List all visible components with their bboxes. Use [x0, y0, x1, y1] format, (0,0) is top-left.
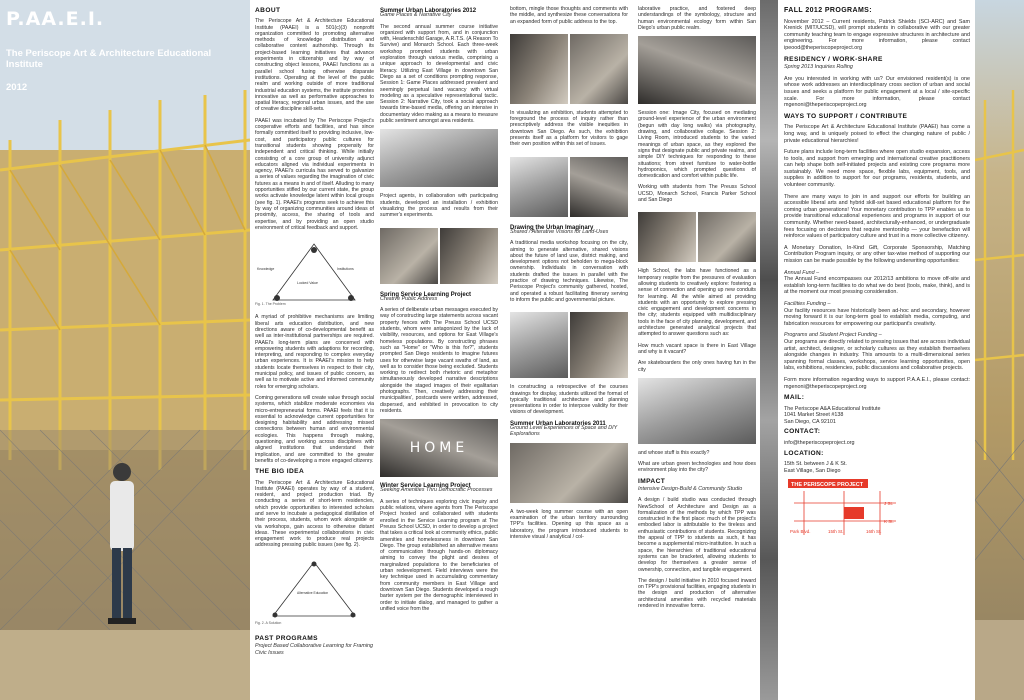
- residency-paragraph: Are you interested in working with us? Our envisioned resident(s) is one whose work addresses an interdisciplinary cross section of urban and social issues and seeks a platform for public engagement at a local / site-specific scale. For more information, please contact mgenoni@theperiscopeproject.org: [784, 75, 970, 109]
- about-paragraph-2: PAAEI was incubated by The Periscope Project's cooperative efforts and facilities, and has since formally committed itself to providing inclusive, low-cost, and participatory public cultures for transitional students showing propensity for independent and critical thinking. While initially consisting of a core group of university adjunct educators aligned via individual experiments in agency, PAAEI's curricula has served to galvanize a series of values regarding the imagination of civic futures as a means in and of itself. Alluding to many opportunities stifled by our current state, the group works activate knowledge latent within local groups (see fig. 1). PAAEI's programs seek to achieve this by way of organizing communities around ideas of proximity, access, the sharing of tools and expertise, and by providing an open studio environment of critical feedback and support.: [255, 117, 374, 231]
- drawing-photo-pair: [510, 308, 628, 384]
- location-line-1: 15th St. between J & K St.: [784, 461, 847, 468]
- brand-title: P.AA.E.I.: [6, 8, 105, 30]
- spring-service-paragraph: A series of deliberate urban messages executed by way of constructing large statements across vacant property fences with The Preuss School UCSD students, whom were antagonized by the lack of visibility, resources, and options for East Village's homeless populations. By constructing phrases such as "Home" or "Who is this for?", students prompted San Diego residents to imagine futures uses for otherwise large vacant swaths of land, as well as to consider those being excluded. Students working to redirect both rhetoric and metaphor simultaneously developed narrative descriptions alongside the staged images of their egalitarian photographs. Then, creatively addressing their municipalities', postcards were written, addressed, dispersed, and exhibited in provocation to city residents.: [380, 307, 498, 414]
- map-street-k: K St.: [884, 519, 894, 525]
- past-programs-heading: PAST PROGRAMS: [255, 635, 318, 643]
- hero-photo-panel: [0, 0, 250, 700]
- col4-paragraph-1: laborative practice, and fostered deep understandings of the symbology, structure and human environmental ecology form within San Diego's urban public realm.: [638, 6, 756, 31]
- brand-year: 2012: [6, 82, 28, 93]
- map-street-park: Park Blvd.: [790, 529, 811, 535]
- impact-paragraph-1: A design / build studio was conducted through NewSchool of Architecture and Design as a formalization of the methods by which TPP was constructed in the first place: much of the project's embodied labor is attributable to the tireless and enthusiastic contributions of students. Recognizing the appeal of TPP to students as such, it has become a supplemental micro-institution. In such a space, the hierarchies of traditional educational systems can be bracketed, allowing students to develop for themselves a greater sense of ownership, connection, and tangible engagement.: [638, 497, 756, 573]
- impact-heading: IMPACT: [638, 477, 666, 485]
- location-heading: LOCATION:: [784, 449, 824, 457]
- summer-2012-subheading: Game Places & Narrative City: [380, 12, 452, 19]
- problem-diagram: [255, 240, 373, 306]
- drawing-photo-left: [510, 312, 568, 378]
- skatepark-photo: [638, 378, 756, 444]
- image-city-photo: [638, 36, 756, 104]
- facilities-funding-paragraph: Our facility resources have historically been ad-hoc and secondary, however moving forward it is our long-term goal to establish media, computing, and fabrication resources for empowering our participant's creativity.: [784, 307, 970, 327]
- svg-text:Locked Value: Locked Value: [297, 281, 318, 286]
- question-vacant-space: How much vacant space is there in East Village and why is it vacant?: [638, 342, 756, 355]
- col4-paragraph-4: High School, the labs have functioned as a temporary respite from the pressures of evaluation allowing students to creatively explore: fostering a sense of connection and opening up new conduits for learning. All the while aimed at providing students with an opportunity to explore pressing civic engagement and development concerns in the city; students equipped with multidisciplinary tools in the face of city planning, development, and architecture generated analytical projects that attempted to answer questions such as:: [638, 268, 756, 338]
- column-programs-2: [510, 6, 628, 696]
- ways-paragraph-1: The Periscope Art & Architecture Educational Institute (PAAEI) has come a long way, and is uniquely poised to effect the changing nature of public / private educational hierarchies!: [784, 124, 970, 144]
- question-green-tech: What are urban green technologies and how does environment play into the city?: [638, 461, 756, 474]
- ways-paragraph-3: There are many ways to join in and support our efforts for building an accessible liberal arts and hybrid skill-set based educational platform for the coming urban generations! Your monetary contribution to TPP enables us to provide transitional educational experiences and programs in support of our community. Whether need-based, architecturally-enhanced, or undergraduate fees focusing on decisions that require mentorship — your benefaction will reinforce values of participatory culture and trust in a more collective citizenry.: [784, 193, 970, 240]
- facilities-funding-heading: Facilities Funding –: [784, 300, 831, 307]
- ways-paragraph-4: A Monetary Donation, In-Kind Gift, Corporate Sponsorship, Matching Contribution Program inquiry, or any other tax-wise method of supporting our mission can be made possible by the following underwriting opportunities:: [784, 244, 970, 264]
- solution-diagram: [255, 558, 373, 626]
- fig1-caption: Fig. 1. The Problem: [255, 302, 286, 307]
- lab-photo-left: [638, 212, 696, 262]
- residency-subheading: Spring 2013 Inquiries Rolling: [784, 64, 853, 71]
- lab-photo-right: [698, 212, 756, 262]
- street-photo-left: [510, 157, 568, 217]
- home-fence-word: HOME: [409, 440, 469, 457]
- lab-photo-pair: [638, 208, 756, 268]
- summer-2012-heading: Summer Urban Laboratories 2012: [380, 8, 477, 14]
- mail-line-2: 1041 Market Street #138: [784, 412, 844, 419]
- workshop-photo-pair: [380, 224, 498, 290]
- spring-service-heading: Spring Service Learning Project: [380, 291, 472, 298]
- column-about: [255, 6, 374, 696]
- svg-text:Alternative Education: Alternative Education: [297, 590, 329, 595]
- winter-service-subheading: Seeking Amenities Thru Democratic Processes: [380, 487, 493, 494]
- impact-paragraph-2: The design / build initiative in 2010 focused inward on TPP's provisional facilities, engaging students in the design and production of alternative architectural amenities with recycled materials rendered in innovative forms.: [638, 577, 756, 610]
- location-line-2: East Village, San Diego: [784, 467, 841, 474]
- col3-paragraph-5: A two-week long summer course with an open examination of the urban territory surrounding TPP's facilities. Opening up this space as a laboratory, the program introduced students to intensive visual / analytical / col-: [510, 508, 628, 540]
- students-photo-pair: [510, 30, 628, 110]
- brand-subtitle: The Periscope Art & Architecture Educational Institute: [6, 48, 212, 70]
- column-contact: [784, 6, 970, 696]
- location-map: [784, 477, 904, 537]
- col3-paragraph-1: bottom, mingle those thoughts and comments with the middle, and synthesize these conversations for an expanded form of public address to the top.: [510, 6, 628, 25]
- fall-programs-paragraph: November 2012 – Current residents, Patrick Shields (SCI-ARC) and Sam Krenick (MIT/UCSD), will prompt students in collaborative with our greater community teaching team to engage expressive structures in architecture and engineering. For more information, please contact ipeood@theperiscopeproject.org: [784, 18, 970, 51]
- street-photo-right: [570, 157, 628, 217]
- mail-heading: MAIL:: [784, 394, 805, 402]
- mail-line-1: The Periscope A&A Educational Institute: [784, 405, 881, 412]
- col4-paragraph-3: Working with students from The Preuss School UCSD, Monarch School, Francis Parker School and San Diego: [638, 184, 756, 204]
- students-photo-right: [570, 34, 628, 104]
- about-paragraph-1: The Periscope Art & Architecture Educational Institute (PAAEI) is a 501(c)(3) nonprofit organization committed to promoting alternative methods of knowledge distribution and collaborative content authorship. Through its project-based learning initiatives that advance experiments in citizenship and by way of constructing object lessons, PAAEI functions as a parallel school fusing otherwise disparate institutions. Operating at the level of the public realm and working outside of more traditional industrial education systems, the institute promotes innovative as well as performative approaches to spatial literacy, regional urban issues, and the use of creative discipline skill-sets.: [255, 18, 374, 113]
- workshop-photo-right: [440, 228, 498, 284]
- about-paragraph-4: Coming generations will create value through social systems, which stabilize moderate economies via micro-entrepreneurial forms. PAAEI feels that it is essential to acknowledge current opportunities for designing habitability and addressing missed connections between human and environmental ecologies. This happens through making, questioning, and working across disciplines with aligned institutions that understand their implication, and are committed to the greater benefits of co-developing a more engaged citizenry.: [255, 394, 374, 464]
- map-street-15th: 15th St.: [828, 529, 844, 535]
- annual-fund-paragraph: The Annual Fund encompasses our 2012/13 ambitions to move off-site and establish long-term facilities to do what we do best (tools, make, think), and is at the moment our most pressing consideration.: [784, 276, 970, 296]
- impact-subheading: Intensive Design-Build & Community Studio: [638, 485, 743, 492]
- fig2-caption: Fig. 2. A Solution: [255, 620, 282, 625]
- column-programs-1: [380, 6, 498, 696]
- fall-programs-heading: FALL 2012 PROGRAMS:: [784, 7, 872, 14]
- scaffold-photo-illustration: [0, 0, 250, 700]
- drawing-photo-right: [570, 312, 628, 378]
- col3-paragraph-2: In visualizing an exhibition, students attempted to foreground the process of inquiry rather than prescriptively address the visible inequities in downtown San Diego. As such, the exhibition presents itself as a platform for visitors to gage their own position within this set of issues.: [510, 109, 628, 148]
- annual-fund-heading: Annual Fund –: [784, 269, 820, 276]
- workshop-photo-left: [380, 228, 438, 284]
- summer-2012-paragraph: The second annual summer course initiative organized with support from, and in conjunction with, Headenschild Garage, A.R.T.S. (A Reason To Survive) and Monarch School. Each three-week workshop prompted students with urban exploration through various media, comprising a unique approach to developmental and civic literacy. Utilizing East Village in downtown San Diego as a set of conditions prompting response, Session 1: Game Places addressed prevalent and seemingly perpetual land vacancy with virtual modeling as a speculative representational tactic. Session 2: Narrative City, took a social approach towards time-based media, offering an intensive in documentary video making as a means to measure public sentiment amongst area residents.: [380, 23, 498, 125]
- big-idea-heading: THE BIG IDEA: [255, 468, 305, 476]
- contact-heading: CONTACT:: [784, 428, 821, 436]
- svg-text:Knowledge: Knowledge: [257, 267, 275, 272]
- street-photo-pair: [510, 153, 628, 223]
- col4-paragraph-2: Session one: Image City, focused on mediating ground-level experience of the urban environment (begun with day long walks) via photography, drawing, and collaborative collage. Session 2: Living Room, introduced students to the varied meanings of urban space, as they explored the signs that designate public and private realms, and simple DIY techniques for responding to these situations; from street furniture to water-bottle hydroponics, which prompted questions of domestication and comfort within public life.: [638, 110, 756, 180]
- drawing-imaginary-heading: Drawing the Urban Imaginary: [510, 224, 594, 231]
- map-street-16th: 16th St.: [866, 529, 882, 535]
- sculpture-photo: [380, 129, 498, 187]
- mail-line-3: San Diego, CA 92101: [784, 418, 836, 425]
- summer-2011-subheading: Ground Level Experiences of Space and DIY Explorations: [510, 425, 618, 438]
- more-info-paragraph: Form more information regarding ways to support P.A.A.E.I., please contact: mgenoni@theperiscopeproject.org: [784, 376, 970, 390]
- column-programs-3: [638, 6, 756, 696]
- right-photo-strip: [975, 0, 1024, 700]
- summer-2011-photo: [510, 443, 628, 503]
- svg-text:Institutions: Institutions: [337, 267, 354, 272]
- about-paragraph-3: A myriad of prohibitive mechanisms are limiting liberal arts education distribution, and new directions aware of co-developmental benefit as well as inter-institutional partnerships are required. PAAEI's long-term plans are concerned with empowering students with adaptions for recording, interpreting, and responding to complex everyday urban experiences. It is PAAEI's mission to help students locate themselves in respect to their city, municipal policy, and issues of public concern, as well as to motivate active and informed community roles for emerging scholars.: [255, 314, 374, 390]
- col3-paragraph-3: A traditional media workshop focusing on the city, aiming to generate alternative, shared visions about the future of land use, district making, and development options not beholden to mega-block ownership. Individuals in conversation with students drafted the issues in parallel with the practice of drawing techniques. Likewise, The Periscope Project's community gathered, hosted, and operated a robust facilitating itinerary serving to inform the public and governmental picture.: [510, 240, 628, 303]
- col3-paragraph-4: In constructing a retrospective of the courses drawings for display, students utilized the format of typically traditional architecture and planning presentations in order to interpose validity for their visions of development.: [510, 384, 628, 416]
- brand-block: [6, 8, 250, 93]
- contact-email-link[interactable]: info@theperiscopeproject.org: [784, 440, 855, 447]
- about-heading: ABOUT: [255, 7, 281, 14]
- photo-strip: [760, 0, 778, 700]
- question-skateboarders: Are skateboarders the only ones having fun in the city: [638, 360, 756, 373]
- winter-service-heading: Winter Service Learning Project: [380, 483, 471, 490]
- spring-service-subheading: Creative Public Address: [380, 295, 438, 302]
- students-photo-left: [510, 34, 568, 104]
- residency-heading: RESIDENCY / WORK-SHARE: [784, 55, 883, 63]
- drawing-imaginary-subheading: Shared / Alterative Visions for Land-Uses: [510, 228, 609, 235]
- map-street-j: J St.: [884, 501, 894, 507]
- home-fence-photo: [380, 419, 498, 477]
- right-scaffold-illustration: [975, 0, 1024, 700]
- big-idea-paragraph: The Periscope Art & Architecture Educational Institute (PAAEI) operates by way of a student, resident, and project production triad. By conducting a series of short-term residencies, which provide opportunities to interested scholars and serve to incubate a pedagogical distillation of their process, students, whom work alongside or via workshops, gain access to otherwise distant ideas. These experimental collaborations in civic engagement work to produce real projects addressing pressing public issues (see fig. 2).: [255, 479, 374, 549]
- summer-2011-heading: Summer Urban Laboratories 2011: [510, 420, 606, 427]
- program-funding-paragraph: Our programs are directly related to pressing issues that are across individual artist, architect, designer, or scholarly cultures as they establish themselves alongside changes in industry. This amounts to a multi-dimensional series spanning formal classes, workshops, service learning opportunities, open labs, exhibitions, residencies, public discussions and collaborative projects.: [784, 338, 970, 372]
- past-programs-subheading: Project Based Collaborative Learning for Framing Civic Issues: [255, 643, 374, 656]
- program-funding-heading: Programs and Student Project Funding –: [784, 332, 882, 339]
- summer-2012-paragraph-2: Project agents, in collaboration with participating students, developed an installation / exhibition visualizing the process and results from their summer's experiments.: [380, 193, 498, 219]
- ways-to-support-heading: WAYS TO SUPPORT / CONTRIBUTE: [784, 112, 908, 120]
- ways-paragraph-2: Future plans include long-term facilities where open studio expansion, access to tools, and support from emerging and international creative practitioners can help shape both self-initiated projects and existing core programs more sustainably. We need more space, flexible labs, equipment, tools, and supplies in addition to support for our programs, residents, students, and volunteer community.: [784, 149, 970, 189]
- winter-service-paragraph: A series of techniques exploring civic inquiry and public relations, where agents from The Periscope Project hosted and collaborated with students enrolled in the Service Learning program at The Preuss School UCSD, in order to develop a project that takes a critical look at community ethics, public amenities and homelessness in downtown San Diego. The group established an alternative means of communication through hands-on diplomacy aiming to convey the plight and desires of marginalized populations to the beneficiaries of urban redevelopment. Field interviews were the key technique used in accumulating commentary from community members in East Village and downtown San Diego. Students developed a rough barter system per the demographic interviewed in order to initiate dialog, and managed to gather a unified voice from the: [380, 498, 498, 612]
- map-project-label: THE PERISCOPE PROJECT: [791, 482, 864, 489]
- question-whose-stuff: and whose stuff is this exactly?: [638, 449, 710, 456]
